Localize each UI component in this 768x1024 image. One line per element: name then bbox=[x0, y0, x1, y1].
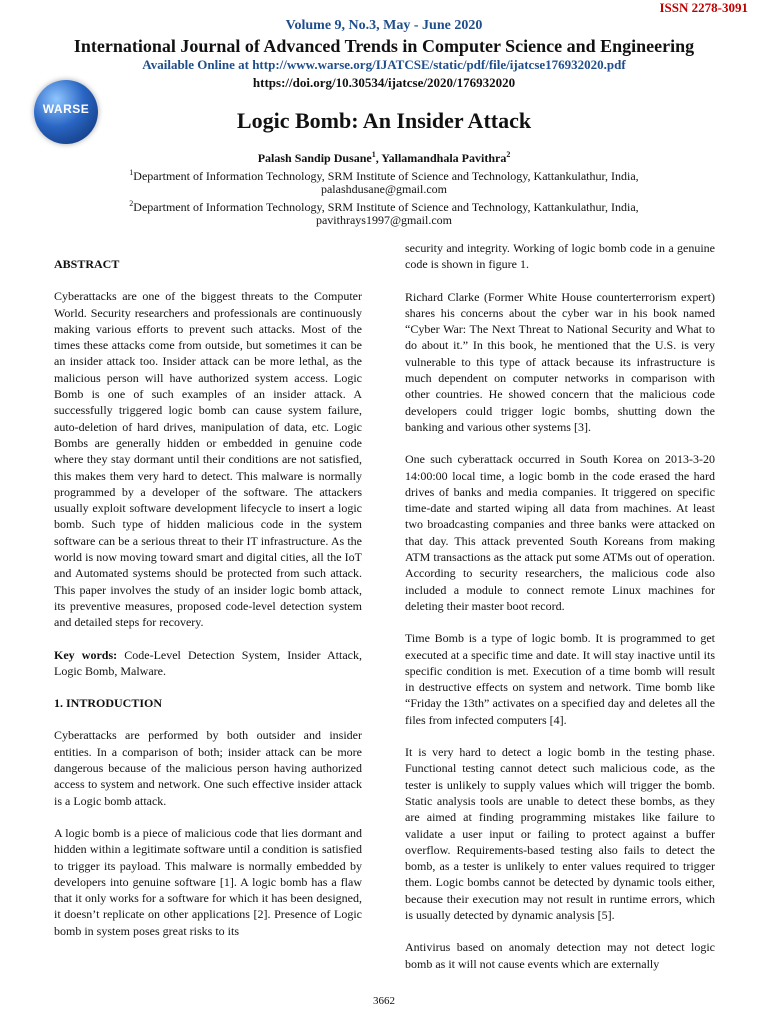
right-paragraph-1: security and integrity. Working of logic bomb code in a genuine code is shown in figure 1. bbox=[405, 241, 715, 272]
keywords bbox=[54, 647, 362, 680]
right-paragraph-4: Time Bomb is a type of logic bomb. It is programmed to get executed at a specific time and date. It will stay inactive until its specific condition is met. Execution of a time bomb will result in destructive effects on system and network. Time bomb like “Friday the 13th” activates on a specified day and deletes all the files from infected computers [4]. bbox=[405, 631, 715, 727]
right-paragraph-6: Antivirus based on anomaly detection may not detect logic bomb as it will not cause events which are externally bbox=[405, 940, 715, 971]
page-number: 3662 bbox=[373, 995, 395, 1007]
author-1-sup: 1 bbox=[371, 150, 376, 159]
left-column bbox=[54, 240, 362, 955]
affiliation-2-text: Department of Information Technology, SRM Institute of Science and Technology, Kattankulathur, India, bbox=[133, 200, 639, 214]
logo-text: WARSE bbox=[42, 102, 90, 116]
volume-issue-line: Volume 9, No.3, May - June 2020 bbox=[285, 18, 483, 33]
right-paragraph-5: It is very hard to detect a logic bomb in the testing phase. Functional testing cannot detect such malicious code, as the tester is unlikely to supply values which will trigger the bomb. Static analysis tools are unable to detect these bombs, as they are aimed at finding programming mistakes like failure to validate a user input or failing to protect against a buffer overflow. Requirements-based testing also fails to detect the bomb, as a tester is unlikely to enter values required to trigger them. Logic bombs cannot be detected by dynamic tools either, because their execution may not result in runtime errors, which is usually detected by dynamic analysis [5]. bbox=[405, 745, 715, 922]
available-online-link[interactable]: Available Online at http://www.warse.org/IJATCSE/static/pdf/file/ijatcse176932020.pdf bbox=[142, 57, 626, 72]
right-paragraph-3: One such cyberattack occurred in South Korea on 2013-3-20 14:00:00 local time, a logic bomb in the code erased the hard drives of banks and media companies. It triggered on specific time-date and started wiping all data from machines. At least two broadcasting companies and three banks were attacked on that day. This attack prevented South Koreans from making ATM transactions as the attack put some ATMs out of operation. According to security researchers, the malicious code also included a module to connect remote Linux machines for deleting their master boot record. bbox=[405, 452, 715, 613]
intro-paragraph-1: Cyberattacks are performed by both outsider and insider entities. In a comparison of both; insider attack can be more dangerous because of the malicious person having authorized access to system and network. One such effective insider attack is a Logic bomb attack. bbox=[54, 728, 362, 808]
abstract-heading: ABSTRACT bbox=[54, 257, 120, 271]
right-column bbox=[405, 240, 715, 988]
abstract-text: Cyberattacks are one of the biggest threats to the Computer World. Security researchers and professionals are continuously making various efforts to prevent such attacks. Most of the times these attacks come from outside, but sometimes it can be an insider attack too. Insider attack can be more lethal, as the malicious person will have authorized system access. Logic Bomb is one of such examples of an insider attack. A successfully triggered logic bomb can cause system failure, auto-deletion of hard drives, manipulation of data, etc. Logic Bombs are generally hidden or embedded in genuine code where they stay dormant until their conditions are not satisfied, this makes them very hard to detect. This malware is normally programmed by a developer of the software. The attackers usually exploit software development lifecycle to insert a logic bomb. Such type of hidden malicious code in the system software can be a serious threat to their IT infrastructure. As the world is now moving toward smart and digital cities, all the IoT and Automated systems should be protected from such attack. This paper involves the study of an insider logic bomb attack, its preventive measures, proposed code-level detection system and detailed steps for recovery. bbox=[54, 289, 362, 630]
paper-title: Logic Bomb: An Insider Attack bbox=[236, 108, 532, 133]
issn-label: ISSN 2278-3091 bbox=[659, 0, 748, 15]
affiliation-1-text: Department of Information Technology, SRM Institute of Science and Technology, Kattankulathur, India, bbox=[133, 169, 639, 183]
affiliation-2-sup: 2 bbox=[129, 199, 134, 208]
author-2: Yallamandhala Pavithra bbox=[381, 151, 507, 165]
intro-paragraph-2: A logic bomb is a piece of malicious code that lies dormant and hidden within a legitimate software until a condition is satisfied to trigger its payload. This malware is normally embedded by developers into genuine software [1]. A logic bomb has a flaw that it only works for a software for which it has been designed, it doesn’t replicate on other applications [2]. Presence of Logic bomb in system poses great risks to its bbox=[54, 825, 362, 938]
doi-link[interactable]: https://doi.org/10.30534/ijatcse/2020/176932020 bbox=[252, 75, 516, 90]
email-1[interactable]: palashdusane@gmail.com bbox=[320, 182, 448, 196]
right-paragraph-2: Richard Clarke (Former White House counterterrorism expert) shares his concerns about the cyber war in his book named “Cyber War: The Next Threat to National Security and What to do about it.” In this book, he mentioned that the U.S. is very vulnerable to this type of attack because its infrastructure is much dependent on computer networks in comparison with other countries. He showed concern that the malicious code developers could trigger logic bombs, shutting down the banking and various other systems [3]. bbox=[405, 289, 715, 434]
affiliation-1-sup: 1 bbox=[129, 168, 134, 177]
author-separator: , bbox=[375, 151, 382, 165]
introduction-heading: 1. INTRODUCTION bbox=[54, 696, 163, 711]
author-1: Palash Sandip Dusane bbox=[257, 151, 372, 165]
keywords-text: Code-Level Detection System, Insider Attack, Logic Bomb, Malware. bbox=[54, 647, 362, 678]
email-2[interactable]: pavithrays1997@gmail.com bbox=[315, 213, 453, 227]
journal-title: International Journal of Advanced Trends in Computer Science and Engineering bbox=[73, 36, 695, 56]
author-2-sup: 2 bbox=[506, 150, 511, 159]
author-line bbox=[0, 150, 768, 166]
keywords-label: Key words: bbox=[54, 647, 118, 662]
